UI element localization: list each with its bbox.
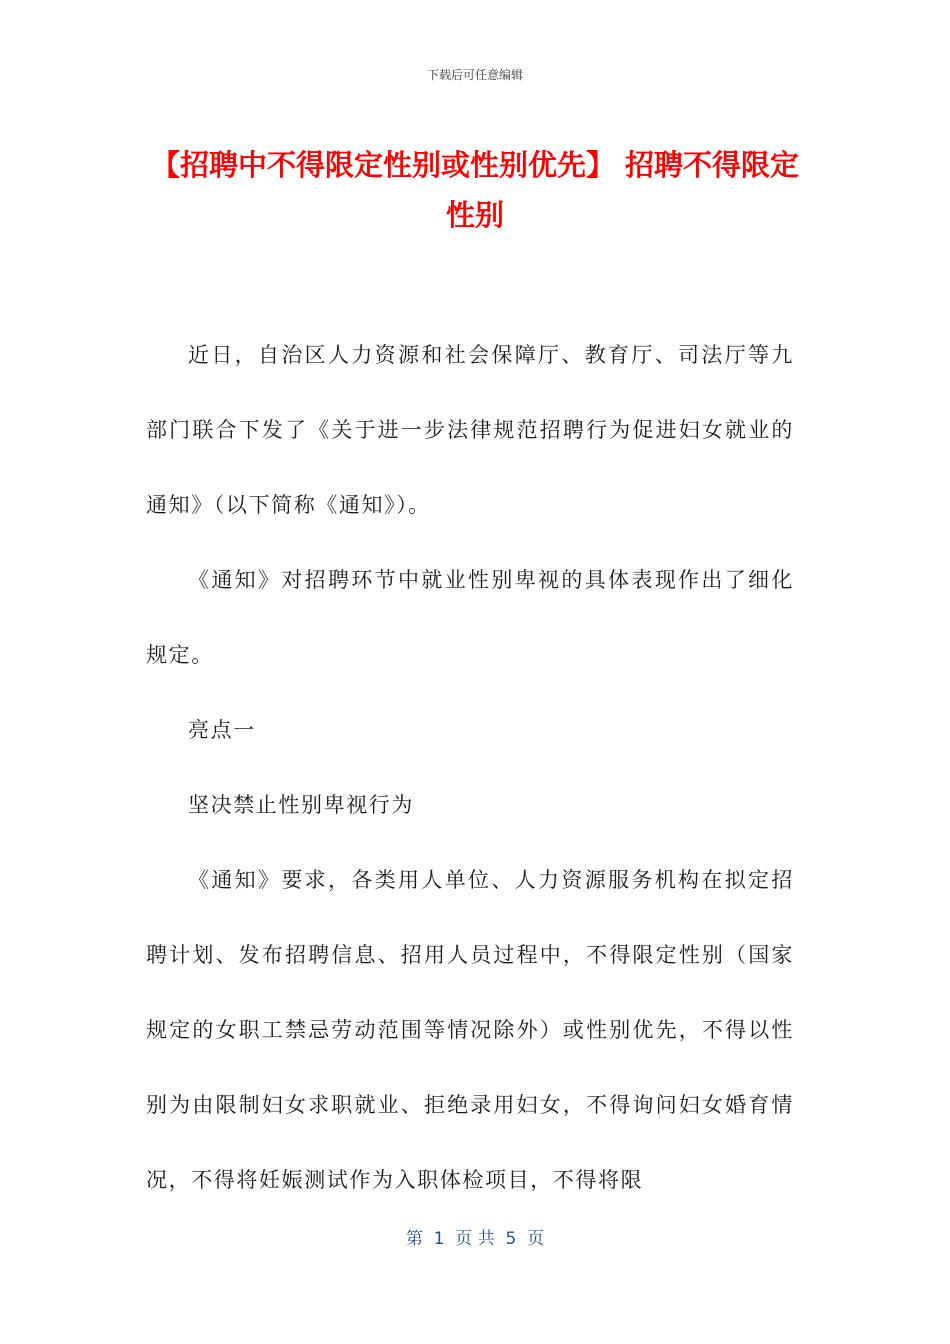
document-body — [146, 318, 794, 1218]
page-number-footer: 第 1 页 共 5 页 — [405, 1229, 545, 1249]
paragraph: 《通知》要求，各类用人单位、人力资源服务机构在拟定招聘计划、发布招聘信息、招用人员过程中，不得限定性别（国家规定的女职工禁忌劳动范围等情况除外）或性别优先，不得以性别为由限制妇女求职就业、拒绝录用妇女，不得询问妇女婚育情况，不得将妊娠测试作为入职体检项目，不得将限 — [146, 868, 794, 1192]
paragraph: 亮点一 — [188, 718, 256, 742]
paragraph: 近日，自治区人力资源和社会保障厅、教育厅、司法厅等九部门联合下发了《关于进一步法律规范招聘行为促进妇女就业的通知》（以下简称《通知》）。 — [146, 343, 794, 517]
paragraph: 坚决禁止性别卑视行为 — [188, 793, 414, 817]
document-title: 【招聘中不得限定性别或性别优先】 招聘不得限定性别 — [150, 148, 800, 232]
paragraph: 《通知》对招聘环节中就业性别卑视的具体表现作出了细化规定。 — [146, 568, 794, 667]
header-note: 下载后可任意编辑 — [426, 68, 523, 82]
